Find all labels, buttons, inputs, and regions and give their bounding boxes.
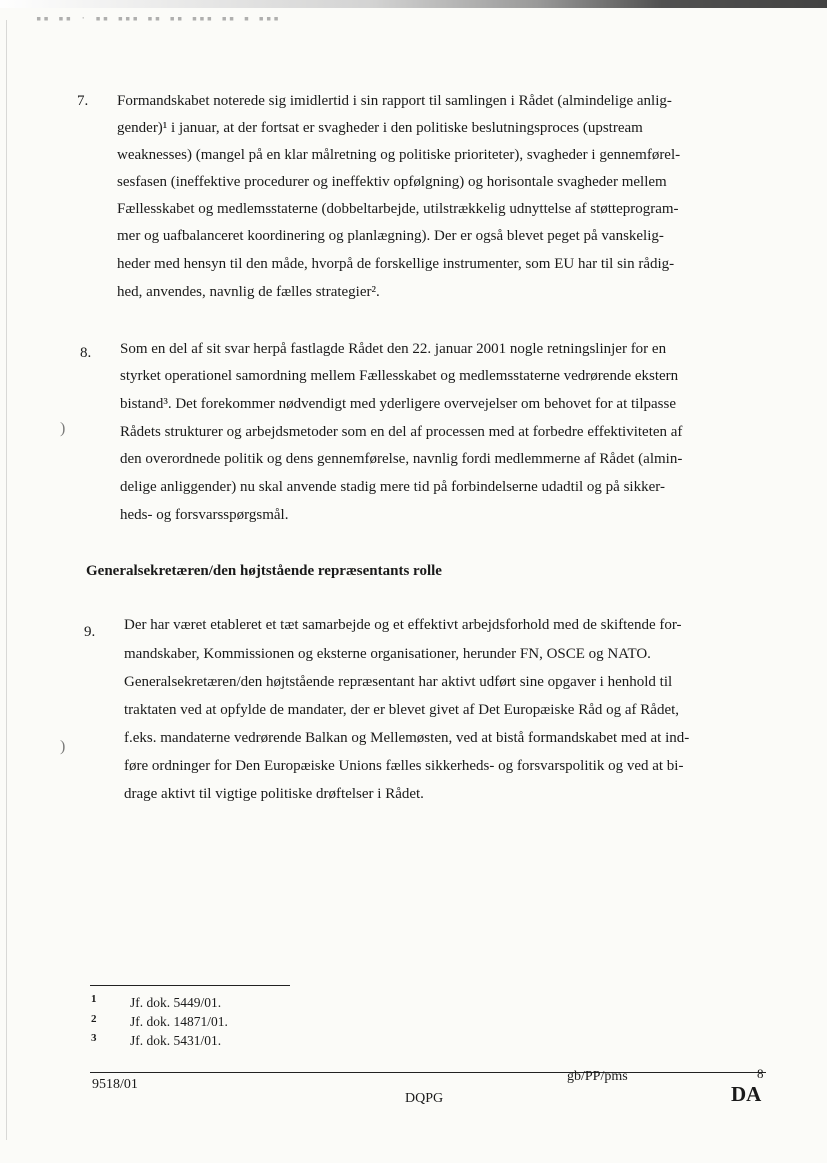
paragraph-line: weaknesses) (mangel på en klar målretning og politiske prioriteter), svagheder i gennemførel- — [117, 147, 681, 163]
paragraph-line: Som en del af sit svar herpå fastlagde Rådet den 22. januar 2001 nogle retningslinjer for en — [120, 341, 667, 357]
left-edge-shadow — [6, 20, 7, 1140]
paragraph-line: sesfasen (ineffektive procedurer og ineffektiv opfølgning) og horisontale svagheder mellem — [117, 174, 667, 190]
paragraph-line: Generalsekretæren/den højtstående repræsentant har aktivt udført sine opgaver i henhold til — [124, 674, 673, 690]
paragraph-line: Der har været etableret et tæt samarbejde og et effektivt arbejdsforhold med de skiftende for- — [124, 617, 682, 633]
paragraph-line: føre ordninger for Den Europæiske Unions fælles sikkerheds- og forsvarspolitik og ved at bi- — [124, 758, 684, 774]
page-number: 8 — [757, 1066, 764, 1081]
paragraph-number: 9. — [84, 624, 96, 640]
fax-header-noise: ▪▪ ▪▪ · ▪▪ ▪▪▪ ▪▪ ▪▪ ▪▪▪ ▪▪ ▪ ▪▪▪ — [36, 14, 281, 24]
footnote-text: Jf. dok. 14871/01. — [130, 1014, 228, 1029]
paragraph-line: gender)¹ i januar, at der fortsat er svagheder i den politiske beslutningsproces (upstream — [117, 120, 643, 136]
section-heading: Generalsekretæren/den højtstående repræsentants rolle — [86, 563, 442, 579]
document-number: 9518/01 — [92, 1077, 138, 1092]
paragraph-line: bistand³. Det forekommer nødvendigt med yderligere overvejelser om behovet for at tilpasse — [120, 396, 676, 412]
paragraph-line: heds- og forsvarsspørgsmål. — [120, 507, 289, 523]
paragraph-number: 7. — [77, 93, 89, 109]
footnote-text: Jf. dok. 5431/01. — [130, 1033, 222, 1048]
margin-mark: ) — [60, 420, 66, 437]
paragraph-line: den overordnede politik og dens gennemførelse, navnlig fordi medlemmerne af Rådet (almin- — [120, 451, 683, 467]
paragraph-line: styrket operationel samordning mellem Fællesskabet og medlemsstaterne vedrørende ekstern — [120, 368, 679, 384]
language-code: DA — [731, 1082, 762, 1106]
footnote-mark: 2 — [91, 1013, 97, 1025]
paragraph-line: delige anliggender) nu skal anvende stadig mere tid på forbindelserne udadtil og på sikker- — [120, 479, 665, 495]
paragraph-line: traktaten ved at opfylde de mandater, der er blevet givet af Det Europæiske Råd og af Rådet, — [124, 702, 680, 718]
footnote-mark: 1 — [91, 993, 97, 1005]
paragraph-line: hed, anvendes, navnlig de fælles strategier². — [117, 284, 380, 300]
footnote-text: Jf. dok. 5449/01. — [130, 995, 222, 1010]
fax-transmission-band — [0, 0, 827, 8]
paragraph-line: f.eks. mandaterne vedrørende Balkan og Mellemøsten, ved at bistå formandskabet med at ind- — [124, 730, 690, 746]
paragraph-line: Fællesskabet og medlemsstaterne (dobbeltarbejde, utilstrækkelig udnyttelse af støtteprogram- — [117, 201, 679, 217]
paragraph-line: mandskaber, Kommissionen og eksterne organisationer, herunder FN, OSCE og NATO. — [124, 646, 651, 662]
department-code: DQPG — [405, 1091, 444, 1106]
margin-mark: ) — [60, 738, 66, 755]
paragraph-number: 8. — [80, 345, 92, 361]
paragraph-line: mer og uafbalanceret koordinering og planlægning). Der er også blevet peget på vanskelig- — [117, 228, 664, 244]
paragraph-line: heder med hensyn til den måde, hvorpå de forskellige instrumenter, som EU har til sin rådig- — [117, 256, 675, 272]
footer-rule — [90, 1072, 766, 1073]
paragraph-line: drage aktivt til vigtige politiske drøftelser i Rådet. — [124, 786, 424, 802]
author-initials: gb/PP/pms — [567, 1069, 628, 1084]
paragraph-line: Rådets strukturer og arbejdsmetoder som en del af processen med at forbedre effektiviteten af — [120, 424, 683, 440]
footnote-mark: 3 — [91, 1032, 97, 1044]
footnote-separator — [90, 985, 290, 986]
paragraph-line: Formandskabet noterede sig imidlertid i sin rapport til samlingen i Rådet (almindelige anlig- — [117, 93, 672, 109]
